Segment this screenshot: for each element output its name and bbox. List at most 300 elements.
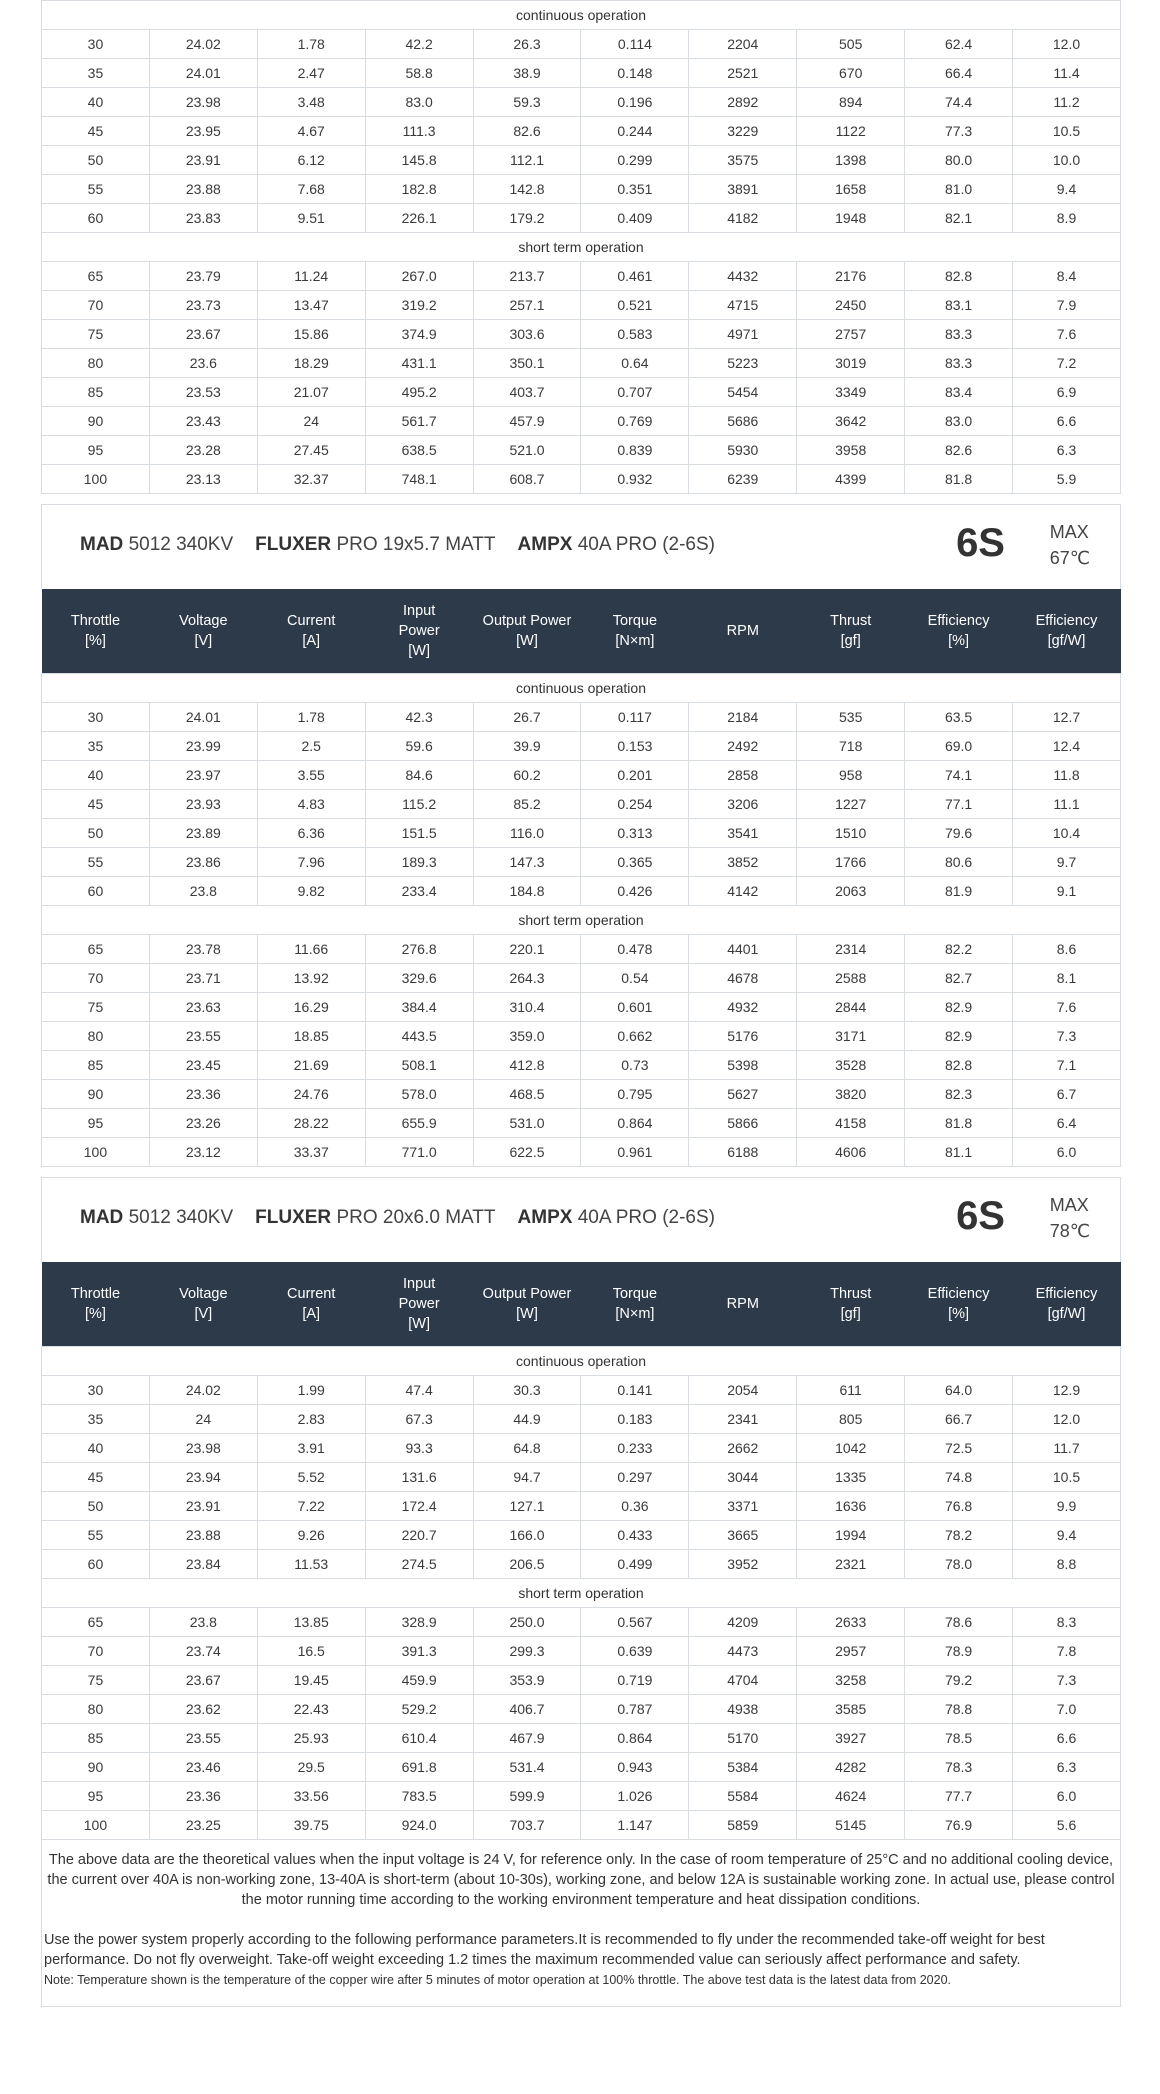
motor-model: 5012 340KV xyxy=(128,1207,234,1228)
table-cell: 23.28 xyxy=(149,436,257,465)
table-row xyxy=(42,1080,1121,1109)
table-cell: 7.1 xyxy=(1013,1051,1121,1080)
table-cell: 0.499 xyxy=(581,1550,689,1579)
table-cell: 4.83 xyxy=(257,790,365,819)
table-cell: 3852 xyxy=(689,848,797,877)
table-cell: 3229 xyxy=(689,117,797,146)
table-cell: 578.0 xyxy=(365,1080,473,1109)
table-cell: 0.36 xyxy=(581,1492,689,1521)
table-cell: 2521 xyxy=(689,59,797,88)
table-cell: 505 xyxy=(797,30,905,59)
table-cell: 7.68 xyxy=(257,175,365,204)
table-cell: 12.9 xyxy=(1013,1376,1121,1405)
table-cell: 8.4 xyxy=(1013,262,1121,291)
column-header-line: Output Power xyxy=(482,613,572,629)
table-cell: 1227 xyxy=(797,790,905,819)
motor-brand: MAD xyxy=(80,1207,124,1228)
table-cell: 1948 xyxy=(797,204,905,233)
table-cell: 3820 xyxy=(797,1080,905,1109)
table-cell: 561.7 xyxy=(365,407,473,436)
column-header-line: Efficiency xyxy=(927,1286,990,1302)
table-row xyxy=(42,935,1121,964)
table-row xyxy=(42,436,1121,465)
table-cell: 1.026 xyxy=(581,1782,689,1811)
table-cell: 5859 xyxy=(689,1811,797,1840)
table-cell: 3019 xyxy=(797,349,905,378)
table-row xyxy=(42,1521,1121,1550)
section-row xyxy=(42,1347,1121,1376)
table-cell: 80 xyxy=(42,1022,150,1051)
table-cell: 0.943 xyxy=(581,1753,689,1782)
table-cell: 145.8 xyxy=(365,146,473,175)
table-cell: 66.4 xyxy=(905,59,1013,88)
table-cell: 3891 xyxy=(689,175,797,204)
table-cell: 65 xyxy=(42,1608,150,1637)
column-header-row xyxy=(42,589,1121,674)
table-cell: 495.2 xyxy=(365,378,473,407)
table-row xyxy=(42,1022,1121,1051)
column-header-line: Power xyxy=(398,623,440,639)
table-cell: 3528 xyxy=(797,1051,905,1080)
column-header xyxy=(797,1262,905,1347)
table-cell: 83.3 xyxy=(905,349,1013,378)
table-cell: 27.45 xyxy=(257,436,365,465)
table-cell: 2450 xyxy=(797,291,905,320)
table-cell: 78.2 xyxy=(905,1521,1013,1550)
column-header-line: [V] xyxy=(194,1306,213,1322)
table-cell: 23.79 xyxy=(149,262,257,291)
table-cell: 0.521 xyxy=(581,291,689,320)
column-header-line: Output Power xyxy=(482,1286,572,1302)
table-cell: 23.83 xyxy=(149,204,257,233)
table-cell: 0.73 xyxy=(581,1051,689,1080)
table-cell: 65 xyxy=(42,935,150,964)
column-header-line: [%] xyxy=(84,633,106,649)
table-cell: 443.5 xyxy=(365,1022,473,1051)
table-cell: 11.2 xyxy=(1013,88,1121,117)
table-row xyxy=(42,1492,1121,1521)
table-cell: 6.7 xyxy=(1013,1080,1121,1109)
table-cell: 4401 xyxy=(689,935,797,964)
table-cell: 1994 xyxy=(797,1521,905,1550)
column-header xyxy=(473,589,581,674)
column-header xyxy=(905,589,1013,674)
table-cell: 179.2 xyxy=(473,204,581,233)
table-cell: 66.7 xyxy=(905,1405,1013,1434)
table-cell: 23.71 xyxy=(149,964,257,993)
table-cell: 82.8 xyxy=(905,1051,1013,1080)
table-cell: 0.426 xyxy=(581,877,689,906)
table-cell: 2892 xyxy=(689,88,797,117)
esc-label xyxy=(518,1207,715,1228)
table-cell: 65 xyxy=(42,262,150,291)
table-cell: 30 xyxy=(42,1376,150,1405)
column-header-line: Power xyxy=(398,1296,440,1312)
table-cell: 23.88 xyxy=(149,175,257,204)
table-cell: 23.55 xyxy=(149,1724,257,1753)
table-cell: 0.932 xyxy=(581,465,689,494)
table-cell: 5584 xyxy=(689,1782,797,1811)
table-cell: 3206 xyxy=(689,790,797,819)
table-cell: 26.3 xyxy=(473,30,581,59)
table-cell: 9.4 xyxy=(1013,1521,1121,1550)
table-row xyxy=(42,291,1121,320)
table-cell: 15.86 xyxy=(257,320,365,349)
column-header xyxy=(257,589,365,674)
notes-panel xyxy=(41,1840,1121,2007)
column-header-line: Voltage xyxy=(179,1286,228,1302)
table-cell: 67.3 xyxy=(365,1405,473,1434)
table-cell: 3575 xyxy=(689,146,797,175)
table-cell: 21.69 xyxy=(257,1051,365,1080)
table-cell: 0.299 xyxy=(581,146,689,175)
table-cell: 5145 xyxy=(797,1811,905,1840)
table-cell: 6.3 xyxy=(1013,1753,1121,1782)
table-cell: 2844 xyxy=(797,993,905,1022)
column-header-line: Input xyxy=(402,1276,436,1292)
table-cell: 0.795 xyxy=(581,1080,689,1109)
table-row xyxy=(42,349,1121,378)
table-cell: 77.7 xyxy=(905,1782,1013,1811)
table-cell: 3.55 xyxy=(257,761,365,790)
table-cell: 24.01 xyxy=(149,59,257,88)
table-cell: 220.7 xyxy=(365,1521,473,1550)
table-cell: 6.6 xyxy=(1013,407,1121,436)
table-cell: 23.86 xyxy=(149,848,257,877)
table-cell: 3.91 xyxy=(257,1434,365,1463)
table-cell: 3958 xyxy=(797,436,905,465)
table-cell: 75 xyxy=(42,1666,150,1695)
table-cell: 0.787 xyxy=(581,1695,689,1724)
table-cell: 412.8 xyxy=(473,1051,581,1080)
column-header-line: Throttle xyxy=(70,1286,121,1302)
table-cell: 23.67 xyxy=(149,1666,257,1695)
table-cell: 535 xyxy=(797,703,905,732)
table-cell: 78.5 xyxy=(905,1724,1013,1753)
table-cell: 22.43 xyxy=(257,1695,365,1724)
table-cell: 23.99 xyxy=(149,732,257,761)
table-cell: 5930 xyxy=(689,436,797,465)
table-cell: 24.02 xyxy=(149,1376,257,1405)
motor-label xyxy=(80,534,233,555)
table-cell: 958 xyxy=(797,761,905,790)
table-cell: 0.351 xyxy=(581,175,689,204)
table-cell: 23.91 xyxy=(149,1492,257,1521)
motor-model: 5012 340KV xyxy=(128,534,234,555)
table-cell: 267.0 xyxy=(365,262,473,291)
section-label: continuous operation xyxy=(42,1,1121,30)
table-row xyxy=(42,465,1121,494)
table-cell: 95 xyxy=(42,436,150,465)
table-cell: 80 xyxy=(42,1695,150,1724)
table-row xyxy=(42,1434,1121,1463)
table-cell: 83.3 xyxy=(905,320,1013,349)
table-cell: 10.4 xyxy=(1013,819,1121,848)
table-row xyxy=(42,320,1121,349)
table-cell: 0.639 xyxy=(581,1637,689,1666)
table-row xyxy=(42,204,1121,233)
table-cell: 21.07 xyxy=(257,378,365,407)
table-cell: 82.9 xyxy=(905,1022,1013,1051)
table-row xyxy=(42,1138,1121,1167)
table-cell: 7.3 xyxy=(1013,1666,1121,1695)
esc-model: 40A PRO (2-6S) xyxy=(577,1207,715,1228)
column-header xyxy=(581,1262,689,1347)
table-cell: 23.98 xyxy=(149,1434,257,1463)
table-cell: 19.45 xyxy=(257,1666,365,1695)
table-cell: 59.3 xyxy=(473,88,581,117)
table-cell: 55 xyxy=(42,1521,150,1550)
table-cell: 11.66 xyxy=(257,935,365,964)
table-cell: 384.4 xyxy=(365,993,473,1022)
table-cell: 1042 xyxy=(797,1434,905,1463)
table-cell: 0.233 xyxy=(581,1434,689,1463)
propeller-brand: FLUXER xyxy=(255,1207,332,1228)
performance-table xyxy=(41,589,1121,1167)
table-cell: 2314 xyxy=(797,935,905,964)
table-cell: 85 xyxy=(42,1724,150,1753)
table-cell: 0.839 xyxy=(581,436,689,465)
table-cell: 0.244 xyxy=(581,117,689,146)
temperature-note: Note: Temperature shown is the temperature of the copper wire after 5 minutes of motor operation at 100% throttle. The above test data is the latest data from 2020. xyxy=(44,1973,951,1987)
table-cell: 3642 xyxy=(797,407,905,436)
table-cell: 5176 xyxy=(689,1022,797,1051)
table-cell: 23.97 xyxy=(149,761,257,790)
max-label: MAX xyxy=(1049,1195,1089,1215)
table-cell: 406.7 xyxy=(473,1695,581,1724)
table-cell: 611 xyxy=(797,1376,905,1405)
table-cell: 276.8 xyxy=(365,935,473,964)
table-cell: 374.9 xyxy=(365,320,473,349)
table-cell: 2341 xyxy=(689,1405,797,1434)
table-cell: 264.3 xyxy=(473,964,581,993)
table-cell: 2858 xyxy=(689,761,797,790)
table-cell: 78.6 xyxy=(905,1608,1013,1637)
table-cell: 23.12 xyxy=(149,1138,257,1167)
table-row xyxy=(42,1753,1121,1782)
table-cell: 7.9 xyxy=(1013,291,1121,320)
table-row xyxy=(42,1782,1121,1811)
table-cell: 250.0 xyxy=(473,1608,581,1637)
table-cell: 10.5 xyxy=(1013,117,1121,146)
table-cell: 70 xyxy=(42,1637,150,1666)
table-cell: 28.22 xyxy=(257,1109,365,1138)
propeller-model: PRO 19x5.7 MATT xyxy=(336,534,496,555)
table-cell: 2176 xyxy=(797,262,905,291)
column-header-line: Current xyxy=(287,1286,336,1302)
table-cell: 5.9 xyxy=(1013,465,1121,494)
table-cell: 29.5 xyxy=(257,1753,365,1782)
table-cell: 10.5 xyxy=(1013,1463,1121,1492)
table-cell: 64.0 xyxy=(905,1376,1013,1405)
table-cell: 112.1 xyxy=(473,146,581,175)
table-cell: 38.9 xyxy=(473,59,581,88)
table-cell: 11.8 xyxy=(1013,761,1121,790)
table-cell: 83.1 xyxy=(905,291,1013,320)
table-row xyxy=(42,1608,1121,1637)
table-cell: 1766 xyxy=(797,848,905,877)
table-row xyxy=(42,1550,1121,1579)
table-cell: 6.12 xyxy=(257,146,365,175)
table-cell: 805 xyxy=(797,1405,905,1434)
table-cell: 24 xyxy=(149,1405,257,1434)
table-cell: 8.1 xyxy=(1013,964,1121,993)
table-cell: 85 xyxy=(42,378,150,407)
table-row xyxy=(42,964,1121,993)
table-cell: 5627 xyxy=(689,1080,797,1109)
table-cell: 39.9 xyxy=(473,732,581,761)
table-row xyxy=(42,993,1121,1022)
table-cell: 3952 xyxy=(689,1550,797,1579)
table-cell: 0.409 xyxy=(581,204,689,233)
table-cell: 3349 xyxy=(797,378,905,407)
table-cell: 84.6 xyxy=(365,761,473,790)
table-cell: 60 xyxy=(42,1550,150,1579)
column-header-line: RPM xyxy=(726,623,759,639)
table-cell: 274.5 xyxy=(365,1550,473,1579)
column-header-line: RPM xyxy=(726,1296,759,1312)
max-temp-value: 67℃ xyxy=(1049,548,1090,568)
column-header-line: [gf/W] xyxy=(1047,1306,1086,1322)
table-cell: 4932 xyxy=(689,993,797,1022)
table-cell: 226.1 xyxy=(365,204,473,233)
table-row xyxy=(42,819,1121,848)
table-row xyxy=(42,262,1121,291)
table-cell: 90 xyxy=(42,1080,150,1109)
table-cell: 718 xyxy=(797,732,905,761)
table-cell: 45 xyxy=(42,790,150,819)
table-cell: 531.4 xyxy=(473,1753,581,1782)
table-cell: 23.91 xyxy=(149,146,257,175)
table-cell: 6.0 xyxy=(1013,1138,1121,1167)
table-cell: 182.8 xyxy=(365,175,473,204)
table-cell: 468.5 xyxy=(473,1080,581,1109)
column-header xyxy=(581,589,689,674)
column-header-line: [A] xyxy=(302,1306,321,1322)
motor-brand: MAD xyxy=(80,534,124,555)
table-cell: 5398 xyxy=(689,1051,797,1080)
table-cell: 655.9 xyxy=(365,1109,473,1138)
table-cell: 95 xyxy=(42,1109,150,1138)
table-cell: 0.567 xyxy=(581,1608,689,1637)
column-header xyxy=(365,1262,473,1347)
table-cell: 39.75 xyxy=(257,1811,365,1840)
table-cell: 23.13 xyxy=(149,465,257,494)
table-cell: 599.9 xyxy=(473,1782,581,1811)
table-cell: 142.8 xyxy=(473,175,581,204)
column-header xyxy=(473,1262,581,1347)
table-cell: 55 xyxy=(42,848,150,877)
table-cell: 81.1 xyxy=(905,1138,1013,1167)
table-cell: 4678 xyxy=(689,964,797,993)
table-cell: 7.0 xyxy=(1013,1695,1121,1724)
table-cell: 35 xyxy=(42,732,150,761)
table-cell: 431.1 xyxy=(365,349,473,378)
table-cell: 2054 xyxy=(689,1376,797,1405)
table-cell: 521.0 xyxy=(473,436,581,465)
table-cell: 81.9 xyxy=(905,877,1013,906)
column-header xyxy=(365,589,473,674)
table-cell: 0.153 xyxy=(581,732,689,761)
table-cell: 233.4 xyxy=(365,877,473,906)
table-cell: 1335 xyxy=(797,1463,905,1492)
table-cell: 23.93 xyxy=(149,790,257,819)
table-cell: 80 xyxy=(42,349,150,378)
table-cell: 90 xyxy=(42,1753,150,1782)
table-row xyxy=(42,378,1121,407)
table-cell: 75 xyxy=(42,320,150,349)
column-header-line: [%] xyxy=(84,1306,106,1322)
section-row xyxy=(42,233,1121,262)
table-cell: 85.2 xyxy=(473,790,581,819)
table-cell: 691.8 xyxy=(365,1753,473,1782)
table-cell: 771.0 xyxy=(365,1138,473,1167)
section-label: continuous operation xyxy=(42,674,1121,703)
table-cell: 7.96 xyxy=(257,848,365,877)
table-cell: 23.8 xyxy=(149,1608,257,1637)
table-cell: 2321 xyxy=(797,1550,905,1579)
column-header xyxy=(1013,1262,1121,1347)
table-cell: 0.313 xyxy=(581,819,689,848)
column-header xyxy=(797,589,905,674)
table-cell: 5223 xyxy=(689,349,797,378)
column-header-line: Efficiency xyxy=(927,613,990,629)
table-cell: 24.01 xyxy=(149,703,257,732)
table-cell: 83.0 xyxy=(365,88,473,117)
table-cell: 166.0 xyxy=(473,1521,581,1550)
table-cell: 4158 xyxy=(797,1109,905,1138)
table-cell: 83.4 xyxy=(905,378,1013,407)
column-header-line: Torque xyxy=(612,613,658,629)
table-cell: 70 xyxy=(42,964,150,993)
table-cell: 82.2 xyxy=(905,935,1013,964)
table-cell: 9.1 xyxy=(1013,877,1121,906)
table-cell: 4606 xyxy=(797,1138,905,1167)
table-cell: 353.9 xyxy=(473,1666,581,1695)
max-temperature xyxy=(1050,1192,1090,1244)
table-cell: 359.0 xyxy=(473,1022,581,1051)
table-cell: 11.4 xyxy=(1013,59,1121,88)
table-cell: 13.92 xyxy=(257,964,365,993)
table-cell: 147.3 xyxy=(473,848,581,877)
column-header-line: Voltage xyxy=(179,613,228,629)
table-cell: 7.6 xyxy=(1013,320,1121,349)
table-cell: 8.3 xyxy=(1013,1608,1121,1637)
table-cell: 26.7 xyxy=(473,703,581,732)
table-cell: 172.4 xyxy=(365,1492,473,1521)
table-cell: 11.53 xyxy=(257,1550,365,1579)
table-cell: 111.3 xyxy=(365,117,473,146)
table-cell: 75 xyxy=(42,993,150,1022)
table-cell: 23.67 xyxy=(149,320,257,349)
column-header-row xyxy=(42,1262,1121,1347)
table-cell: 3541 xyxy=(689,819,797,848)
column-header-line: [N×m] xyxy=(615,633,655,649)
table-row xyxy=(42,30,1121,59)
esc-brand: AMPX xyxy=(517,534,573,555)
column-header xyxy=(149,589,257,674)
table-cell: 11.7 xyxy=(1013,1434,1121,1463)
table-cell: 0.601 xyxy=(581,993,689,1022)
table-cell: 8.8 xyxy=(1013,1550,1121,1579)
table-cell: 35 xyxy=(42,1405,150,1434)
table-cell: 894 xyxy=(797,88,905,117)
table-cell: 116.0 xyxy=(473,819,581,848)
table-cell: 23.88 xyxy=(149,1521,257,1550)
table-row xyxy=(42,877,1121,906)
column-header xyxy=(905,1262,1013,1347)
table-cell: 12.0 xyxy=(1013,30,1121,59)
